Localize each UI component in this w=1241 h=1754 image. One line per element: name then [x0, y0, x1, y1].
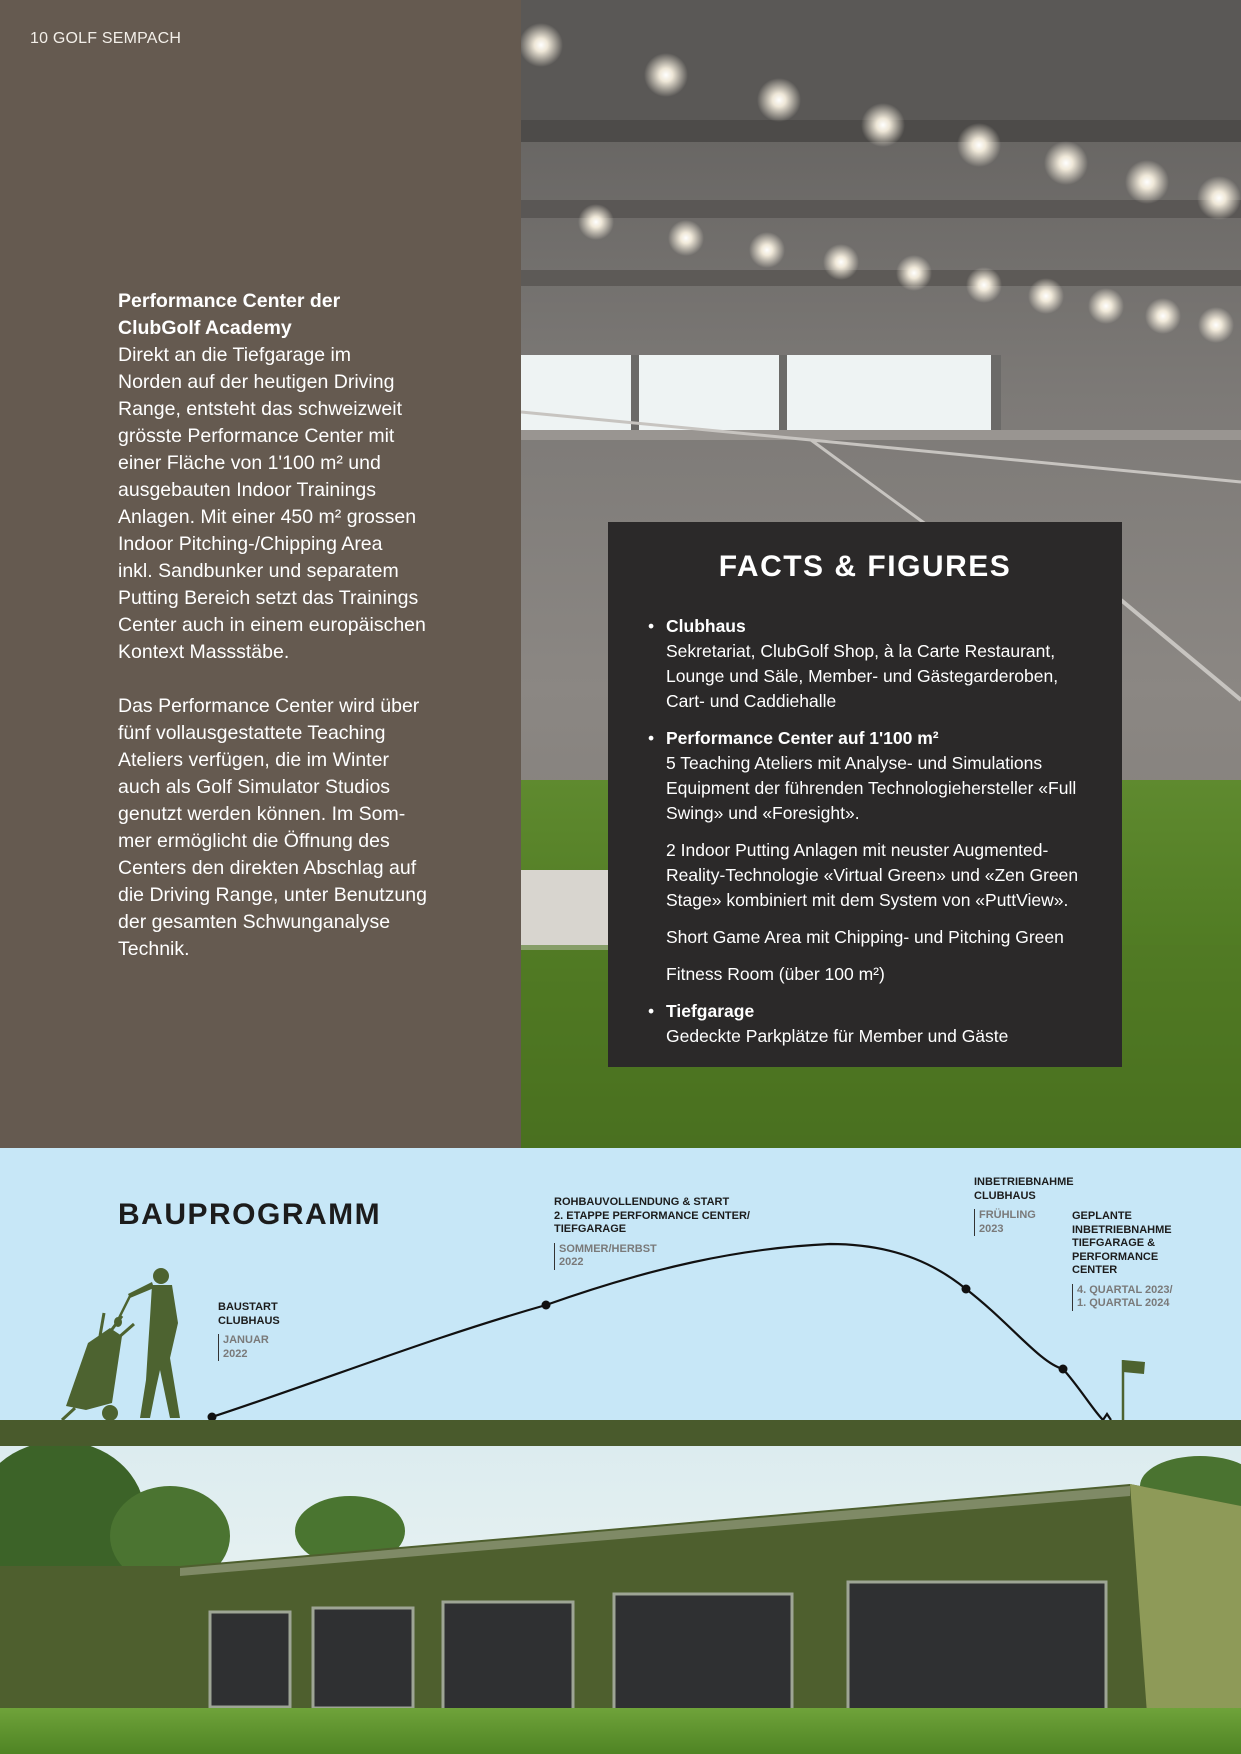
- facts-item-heading: Clubhaus: [666, 616, 746, 636]
- text-line: Range, entsteht das schweizweit: [118, 398, 402, 420]
- text-line: Indoor Pitching-/Chipping Area: [118, 533, 383, 555]
- text-line: Direkt an die Tiefgarage im: [118, 344, 352, 366]
- milestone-date-line: FRÜHLING: [979, 1209, 1036, 1221]
- milestone-date-line: 2023: [979, 1222, 1004, 1235]
- text-line: inkl. Sandbunker und separatem: [118, 560, 399, 582]
- milestone-rohbauvollendung: [554, 1196, 750, 1270]
- facts-item-detail: 2 Indoor Putting Anlagen mit neuster Augmented-Reality-Technologie «Virtual Green» und «Zen Green Stage» kombiniert mit dem System von «PuttView».: [666, 840, 1079, 910]
- milestone-title-line: 2. ETAPPE PERFORMANCE CENTER/: [554, 1209, 750, 1222]
- facts-item-detail: Fitness Room (über 100 m²): [666, 964, 885, 984]
- intro-text: [118, 288, 458, 963]
- intro-heading-line-1: Performance Center der: [118, 290, 341, 312]
- text-line: mer ermöglicht die Öffnung des: [118, 830, 390, 852]
- golf-flag-icon: [1123, 1360, 1145, 1420]
- facts-item-detail: Sekretariat, ClubGolf Shop, à la Carte Restaurant, Lounge und Säle, Member- und Gästegarderoben, Cart- und Caddiehalle: [666, 641, 1059, 711]
- text-line: fünf vollausgestattete Teaching: [118, 722, 386, 744]
- milestone-title: [974, 1176, 1074, 1203]
- milestone-title-line: ROHBAUVOLLENDUNG & START: [554, 1196, 730, 1208]
- milestone-date-line: 1. QUARTAL 2024: [1077, 1297, 1170, 1309]
- milestone-date-line: 4. QUARTAL 2023/: [1077, 1283, 1173, 1296]
- milestone-title-line: INBETRIEBNAHME: [974, 1176, 1074, 1188]
- milestone-dot: [1059, 1365, 1068, 1374]
- milestone-baustart-clubhaus: [218, 1301, 280, 1361]
- text-line: Ateliers verfügen, die im Winter: [118, 749, 389, 771]
- text-line: die Driving Range, unter Benutzung: [118, 884, 427, 906]
- facts-item-detail: Short Game Area mit Chipping- und Pitching Green: [666, 927, 1064, 947]
- milestone-date: [1072, 1284, 1173, 1311]
- bullet-icon: •: [648, 728, 655, 748]
- text-line: Norden auf der heutigen Driving: [118, 371, 395, 393]
- facts-item-performance-center: [648, 726, 1098, 987]
- facts-title: FACTS & FIGURES: [718, 550, 1012, 583]
- tiefgarage-illustration: [0, 1446, 1241, 1754]
- facts-list: [648, 614, 1098, 1061]
- milestone-inbetriebnahme-clubhaus: [974, 1176, 1074, 1236]
- milestone-date-line: 2022: [223, 1347, 248, 1360]
- text-line: auch als Golf Simulator Studios: [118, 776, 391, 798]
- milestone-dot: [962, 1285, 971, 1294]
- facts-and-figures-box: [608, 522, 1122, 1067]
- facts-item-heading: Performance Center auf 1'100 m²: [666, 728, 939, 748]
- milestone-title-line: PERFORMANCE: [1072, 1250, 1159, 1263]
- milestone-title-line: TIEFGARAGE &: [1072, 1237, 1156, 1249]
- golfer-silhouette-icon: [114, 1268, 180, 1418]
- text-line: Kontext Massstäbe.: [118, 641, 290, 663]
- left-text-panel: [0, 0, 521, 1148]
- milestone-date: [974, 1209, 1074, 1236]
- bullet-icon: •: [648, 616, 655, 636]
- tiefgarage-photo: [0, 1446, 1241, 1754]
- text-line: Technik.: [118, 938, 190, 960]
- bauprogramm-section: [0, 1148, 1241, 1445]
- text-line: Putting Bereich setzt das Trainings: [118, 587, 419, 609]
- milestone-title-line: BAUSTART: [218, 1301, 278, 1313]
- milestone-date: [218, 1334, 280, 1361]
- milestone-date: [554, 1243, 750, 1270]
- milestone-date-line: SOMMER/HERBST: [559, 1242, 657, 1255]
- bullet-icon: •: [648, 1001, 655, 1021]
- milestone-title: [218, 1301, 280, 1328]
- text-line: Centers den direkten Abschlag auf: [118, 857, 417, 879]
- page-header: 10 GOLF SEMPACH: [30, 30, 182, 47]
- ground-strip: [0, 1420, 1241, 1446]
- milestone-title: [554, 1196, 750, 1237]
- text-line: Center auch in einem europäischen: [118, 614, 426, 636]
- milestone-dot: [542, 1301, 551, 1310]
- intro-paragraph-1: [118, 342, 458, 666]
- facts-item-heading: Tiefgarage: [666, 1001, 755, 1021]
- text-line: Das Performance Center wird über: [118, 695, 420, 717]
- text-line: grösste Performance Center mit: [118, 425, 395, 447]
- milestone-geplante-inbetriebnahme: [1072, 1210, 1173, 1311]
- intro-paragraph-2: [118, 693, 458, 963]
- text-line: ausgebauten Indoor Trainings: [118, 479, 377, 501]
- milestone-title-line: GEPLANTE: [1072, 1210, 1132, 1222]
- facts-item-tiefgarage: [648, 999, 1098, 1049]
- milestone-title-line: INBETRIEBNAHME: [1072, 1223, 1172, 1236]
- facts-item-clubhaus: [648, 614, 1098, 714]
- facts-item-detail: Gedeckte Parkplätze für Member und Gäste: [666, 1026, 1009, 1046]
- milestone-title-line: CLUBHAUS: [218, 1314, 280, 1327]
- milestone-title-line: CLUBHAUS: [974, 1189, 1036, 1202]
- text-line: einer Fläche von 1'100 m² und: [118, 452, 381, 474]
- text-line: genutzt werden können. Im Som-: [118, 803, 406, 825]
- milestone-date-line: 2022: [559, 1256, 584, 1268]
- intro-heading-line-2: ClubGolf Academy: [118, 317, 292, 339]
- milestone-title: [1072, 1210, 1173, 1278]
- bauprogramm-title: BAUPROGRAMM: [118, 1198, 382, 1231]
- text-line: Anlagen. Mit einer 450 m² grossen: [118, 506, 417, 528]
- golf-bag-cart-icon: [62, 1313, 134, 1421]
- milestone-title-line: CENTER: [1072, 1264, 1118, 1276]
- intro-heading: [118, 288, 458, 342]
- milestone-title-line: TIEFGARAGE: [554, 1223, 627, 1235]
- text-line: der gesamten Schwunganalyse: [118, 911, 391, 933]
- ball-flight-curve: [212, 1244, 1111, 1420]
- facts-item-detail: 5 Teaching Ateliers mit Analyse- und Simulations Equipment der führenden Technologiehersteller «Full Swing» und «Foresight».: [666, 753, 1077, 823]
- milestone-date-line: JANUAR: [223, 1334, 269, 1346]
